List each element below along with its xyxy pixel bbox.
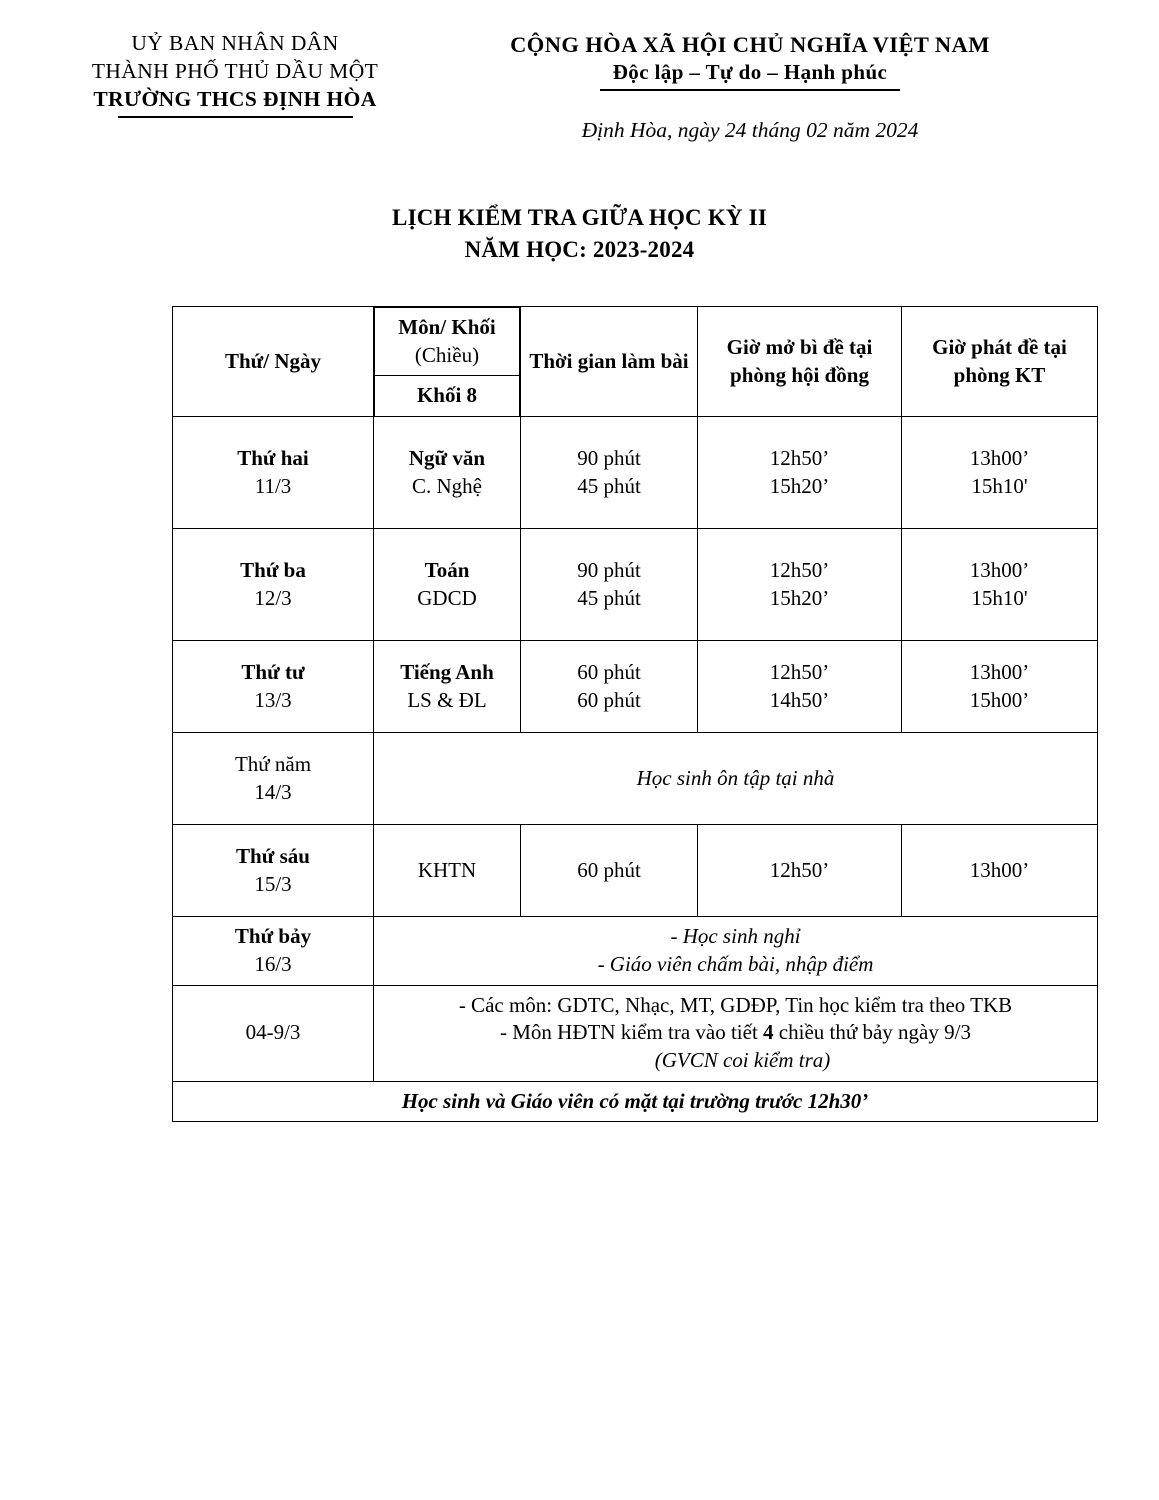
- cell-day-saturday: [173, 917, 374, 985]
- week-note-3: (GVCN coi kiểm tra): [654, 1047, 831, 1072]
- subject-primary: Ngữ văn: [408, 445, 486, 470]
- day-name: Thứ ba: [240, 557, 306, 582]
- day-name: Thứ hai: [237, 445, 309, 470]
- day-date: 15/3: [254, 871, 292, 896]
- give-secondary: 15h10': [971, 585, 1028, 610]
- cell-duration-tuesday: [521, 529, 698, 641]
- day-name: Thứ tư: [241, 659, 305, 684]
- duration-primary: 90 phút: [577, 445, 641, 470]
- table-row: [173, 985, 1098, 1081]
- table-row: [173, 641, 1098, 733]
- subject-secondary: C. Nghệ: [412, 473, 482, 498]
- day-name: Thứ sáu: [236, 843, 310, 868]
- cell-thursday-note: Học sinh ôn tập tại nhà: [374, 733, 1098, 825]
- give-primary: 13h00’: [969, 659, 1030, 684]
- title-line-1: LỊCH KIỂM TRA GIỮA HỌC KỲ II: [392, 205, 767, 231]
- cell-day-monday: [173, 417, 374, 529]
- col-header-subject-group: [374, 306, 521, 416]
- subject-secondary: LS & ĐL: [407, 687, 487, 712]
- open-secondary: 15h20’: [769, 585, 830, 610]
- col-header-grade: Khối 8: [375, 376, 520, 416]
- cell-distribute-monday: [902, 417, 1098, 529]
- week-note-2-part-a: - Môn HĐTN kiểm tra vào tiết: [500, 1020, 764, 1045]
- col-header-day: Thứ/ Ngày: [173, 306, 374, 416]
- table-row: [173, 917, 1098, 985]
- school-name-underline: [118, 116, 353, 118]
- cell-day-wednesday: [173, 641, 374, 733]
- col-header-subject-top-sub: (Chiều): [414, 342, 480, 367]
- col-header-subject-top-cell: [375, 307, 520, 375]
- exam-schedule-table: [172, 306, 1098, 1122]
- day-date: 13/3: [254, 687, 292, 712]
- table-row: [173, 825, 1098, 917]
- cell-subject-friday: KHTN: [374, 825, 521, 917]
- week-note-1: - Các môn: GDTC, Nhạc, MT, GDĐP, Tin học kiểm tra theo TKB: [458, 992, 1013, 1017]
- day-name: Thứ năm: [234, 751, 312, 776]
- saturday-note-2: - Giáo viên chấm bài, nhập điểm: [597, 951, 874, 976]
- duration-secondary: 45 phút: [577, 473, 641, 498]
- cell-subjects-tuesday: [374, 529, 521, 641]
- national-heading-block: [470, 30, 1030, 144]
- cell-saturday-notes: [374, 917, 1098, 985]
- table-row: [173, 733, 1098, 825]
- duration-primary: 90 phút: [577, 557, 641, 582]
- open-primary: 12h50’: [769, 557, 830, 582]
- saturday-note-1: - Học sinh nghỉ: [670, 924, 801, 949]
- cell-distribute-friday: 13h00’: [902, 825, 1098, 917]
- col-header-distribute: Giờ phát đề tại phòng KT: [902, 306, 1098, 416]
- give-secondary: 15h00’: [969, 687, 1030, 712]
- open-primary: 12h50’: [769, 659, 830, 684]
- authority-line-1: UỶ BAN NHÂN DÂN: [131, 31, 339, 55]
- subject-header-bottom-row: [375, 376, 520, 416]
- give-primary: 13h00’: [969, 557, 1030, 582]
- place-and-date: Định Hòa, ngày 24 tháng 02 năm 2024: [581, 117, 919, 142]
- duration-primary: 60 phút: [577, 659, 641, 684]
- day-date: 11/3: [254, 473, 292, 498]
- school-name: TRƯỜNG THCS ĐỊNH HÒA: [93, 86, 377, 111]
- open-secondary: 15h20’: [769, 473, 830, 498]
- cell-duration-monday: [521, 417, 698, 529]
- col-header-open-envelope: Giờ mở bì đề tại phòng hội đồng: [698, 306, 902, 416]
- duration-secondary: 45 phút: [577, 585, 641, 610]
- open-secondary: 14h50’: [769, 687, 830, 712]
- document-header: [0, 0, 1159, 144]
- cell-week-notes: [374, 985, 1098, 1081]
- table-row: [173, 529, 1098, 641]
- week-note-2-period: 4: [763, 1020, 774, 1045]
- cell-day-friday: [173, 825, 374, 917]
- country-name: CỘNG HÒA XÃ HỘI CHỦ NGHĨA VIỆT NAM: [510, 32, 990, 57]
- issuing-authority-block: [0, 30, 470, 118]
- schedule-table-wrapper: [0, 306, 1159, 1122]
- cell-day-thursday: [173, 733, 374, 825]
- national-motto: Độc lập – Tự do – Hạnh phúc: [612, 60, 888, 85]
- cell-duration-wednesday: [521, 641, 698, 733]
- cell-open-wednesday: [698, 641, 902, 733]
- cell-duration-friday: 60 phút: [521, 825, 698, 917]
- cell-distribute-wednesday: [902, 641, 1098, 733]
- cell-open-tuesday: [698, 529, 902, 641]
- table-header-row: [173, 306, 1098, 416]
- cell-day-week-range: 04-9/3: [173, 985, 374, 1081]
- cell-distribute-tuesday: [902, 529, 1098, 641]
- cell-footer-note: Học sinh và Giáo viên có mặt tại trường trước 12h30’: [173, 1081, 1098, 1122]
- table-row: [173, 417, 1098, 529]
- give-primary: 13h00’: [969, 445, 1030, 470]
- col-header-duration: Thời gian làm bài: [521, 306, 698, 416]
- duration-secondary: 60 phút: [577, 687, 641, 712]
- week-note-2: [378, 1019, 1093, 1047]
- day-date: 14/3: [254, 779, 292, 804]
- cell-open-friday: 12h50’: [698, 825, 902, 917]
- title-line-2: NĂM HỌC: 2023-2024: [464, 237, 695, 263]
- col-header-subject-top: Môn/ Khối: [398, 314, 496, 339]
- subject-header-subtable: [374, 307, 520, 416]
- subject-primary: Toán: [424, 557, 470, 582]
- give-secondary: 15h10': [971, 473, 1028, 498]
- cell-open-monday: [698, 417, 902, 529]
- day-date: 12/3: [254, 585, 292, 610]
- day-name: Thứ bảy: [234, 924, 312, 949]
- day-date: 16/3: [254, 951, 292, 976]
- cell-subjects-monday: [374, 417, 521, 529]
- cell-day-tuesday: [173, 529, 374, 641]
- open-primary: 12h50’: [769, 445, 830, 470]
- document-title: [0, 202, 1159, 265]
- week-note-2-part-c: chiều thứ bảy ngày 9/3: [773, 1020, 971, 1045]
- authority-line-2: THÀNH PHỐ THỦ DẦU MỘT: [91, 58, 379, 83]
- subject-primary: Tiếng Anh: [400, 659, 494, 684]
- subject-secondary: GDCD: [417, 585, 477, 610]
- cell-subjects-wednesday: [374, 641, 521, 733]
- subject-header-top-row: [375, 307, 520, 375]
- motto-underline: [600, 89, 900, 91]
- table-footer-row: [173, 1081, 1098, 1122]
